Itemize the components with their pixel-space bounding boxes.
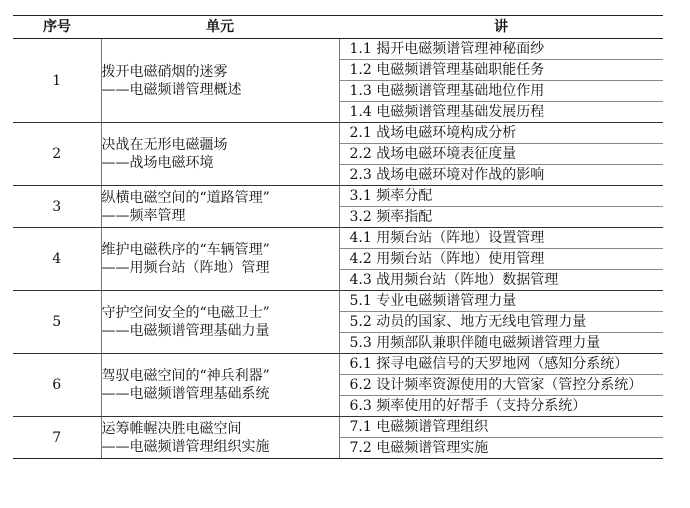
- lecture-item: 5.3 用频部队兼职伴随电磁频谱管理力量: [349, 335, 601, 351]
- unit-title: 守护空间安全的“电磁卫士”: [101, 305, 270, 321]
- header-number: 序号: [13, 16, 101, 39]
- header-lecture: 讲: [339, 16, 663, 39]
- row-number: 4: [13, 228, 101, 291]
- row-number: 5: [13, 291, 101, 354]
- unit-subtitle: ——用频台站（阵地）管理: [101, 260, 270, 276]
- lecture-item: 5.2 动员的国家、地方无线电管理力量: [340, 312, 664, 333]
- lecture-cell: [339, 186, 663, 228]
- unit-cell: [101, 39, 339, 123]
- lecture-item: 6.3 频率使用的好帮手（支持分系统）: [349, 398, 587, 414]
- table-row: [13, 417, 663, 459]
- unit-subtitle: ——电磁频谱管理基础力量: [101, 323, 270, 339]
- lecture-item: 4.3 战用频台站（阵地）数据管理: [349, 272, 559, 288]
- row-number: 3: [13, 186, 101, 228]
- unit-subtitle: ——电磁频谱管理概述: [101, 81, 242, 98]
- unit-cell: [101, 123, 339, 186]
- table-row: [13, 123, 663, 186]
- unit-cell: [101, 186, 339, 228]
- lecture-cell: [339, 123, 663, 186]
- unit-subtitle: ——电磁频谱管理基础系统: [101, 386, 270, 402]
- lecture-cell: [339, 291, 663, 354]
- unit-cell: [101, 291, 339, 354]
- table-header: [13, 16, 663, 39]
- table-row: [13, 39, 663, 123]
- lecture-item: 3.2 频率指配: [349, 209, 433, 225]
- unit-subtitle: ——战场电磁环境: [101, 155, 214, 171]
- lecture-item: 5.1 专业电磁频谱管理力量: [340, 291, 664, 312]
- lecture-item: 1.1 揭开电磁频谱管理神秘面纱: [340, 39, 664, 60]
- unit-title: 拨开电磁硝烟的迷雾: [101, 63, 228, 80]
- lecture-item: 7.1 电磁频谱管理组织: [340, 417, 664, 438]
- unit-subtitle: ——频率管理: [101, 207, 186, 224]
- row-number: 1: [13, 39, 101, 123]
- unit-cell: [101, 417, 339, 459]
- unit-title: 决战在无形电磁疆场: [101, 137, 228, 153]
- unit-subtitle: ——电磁频谱管理组织实施: [101, 438, 270, 455]
- lecture-item: 4.2 用频台站（阵地）使用管理: [340, 249, 664, 270]
- lecture-item: 1.3 电磁频谱管理基础地位作用: [340, 81, 664, 102]
- table-row: [13, 228, 663, 291]
- lecture-item: 6.1 探寻电磁信号的天罗地网（感知分系统）: [340, 354, 664, 375]
- unit-title: 运筹帷幄决胜电磁空间: [101, 420, 242, 437]
- unit-title: 纵横电磁空间的“道路管理”: [101, 189, 270, 206]
- lecture-cell: [339, 228, 663, 291]
- row-number: 7: [13, 417, 101, 459]
- table-body: [13, 39, 663, 459]
- lecture-item: 4.1 用频台站（阵地）设置管理: [340, 228, 664, 249]
- lecture-item: 7.2 电磁频谱管理实施: [349, 440, 489, 456]
- unit-title: 维护电磁秩序的“车辆管理”: [101, 242, 270, 258]
- unit-cell: [101, 228, 339, 291]
- header-unit: 单元: [101, 16, 339, 39]
- syllabus-table: [13, 15, 663, 459]
- lecture-item: 1.2 电磁频谱管理基础职能任务: [340, 60, 664, 81]
- unit-title: 驾驭电磁空间的“神兵利器”: [101, 368, 270, 384]
- table-row: [13, 291, 663, 354]
- lecture-item: 6.2 设计频率资源使用的大管家（管控分系统）: [340, 375, 664, 396]
- lecture-item: 3.1 频率分配: [340, 186, 664, 207]
- lecture-item: 2.3 战场电磁环境对作战的影响: [349, 167, 545, 183]
- table-row: [13, 186, 663, 228]
- lecture-cell: [339, 417, 663, 459]
- lecture-item: 2.1 战场电磁环境构成分析: [340, 123, 664, 144]
- lecture-item: 1.4 电磁频谱管理基础发展历程: [349, 104, 545, 120]
- unit-cell: [101, 354, 339, 417]
- header-row: [13, 16, 663, 39]
- lecture-cell: [339, 39, 663, 123]
- row-number: 2: [13, 123, 101, 186]
- table-row: [13, 354, 663, 417]
- lecture-item: 2.2 战场电磁环境表征度量: [340, 144, 664, 165]
- row-number: 6: [13, 354, 101, 417]
- lecture-cell: [339, 354, 663, 417]
